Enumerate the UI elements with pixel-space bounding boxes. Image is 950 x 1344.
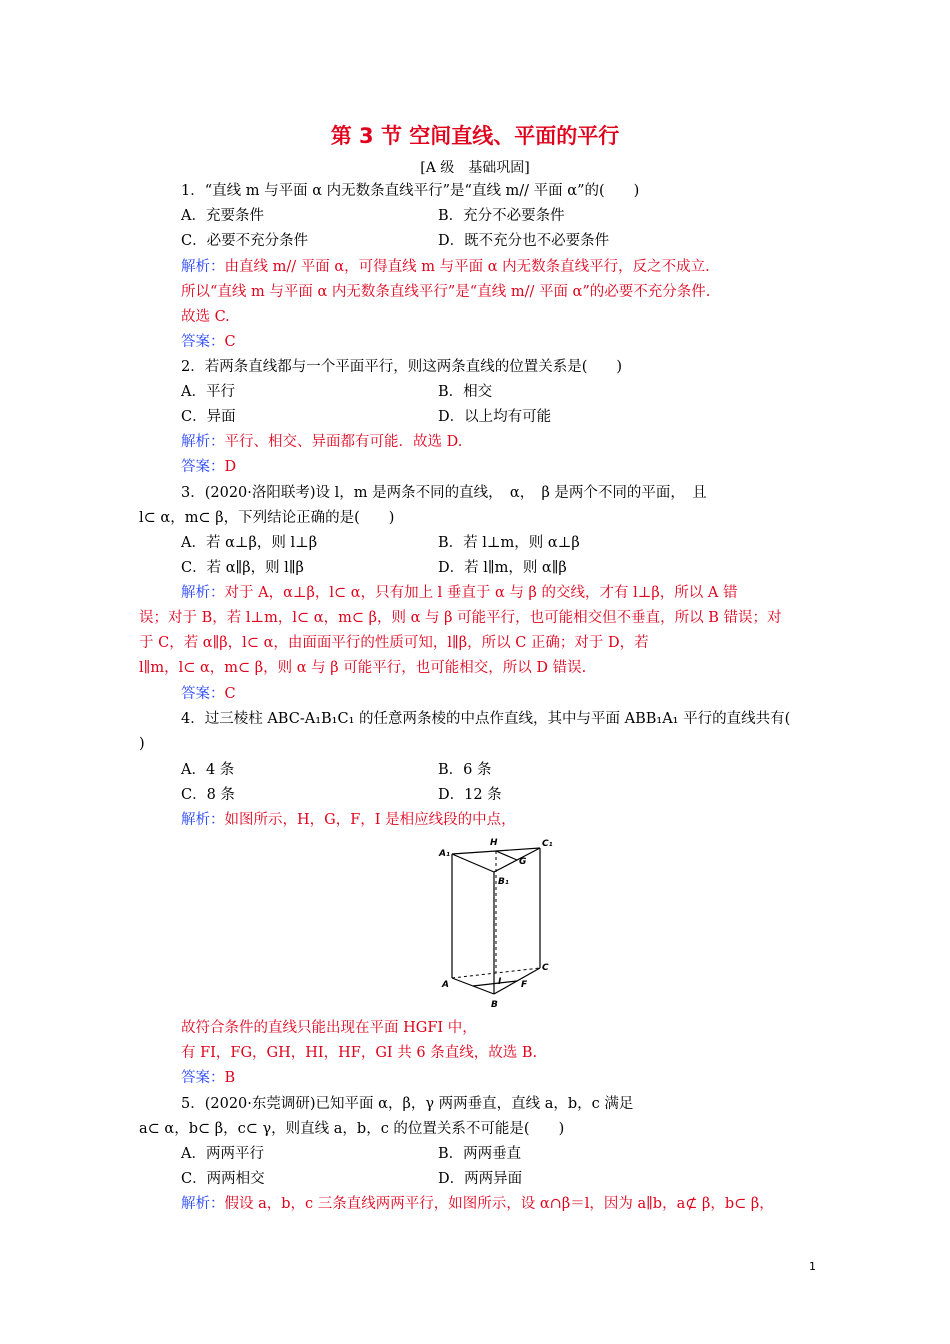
q3-option-d: D．若 l∥m，则 α∥β xyxy=(438,560,567,576)
q2-option-d: D．以上均有可能 xyxy=(438,409,552,425)
q1-analysis-line-1 xyxy=(181,257,710,277)
answer-label: 答案： xyxy=(181,459,225,475)
q4-answer xyxy=(181,1068,235,1088)
label-b: B xyxy=(491,1000,498,1010)
q3-answer xyxy=(181,684,236,704)
q3-analysis-line-3: 于 C，若 α∥β，l⊂ α，由面面平行的性质可知，l∥β，所以 C 正确；对于 D，若 xyxy=(139,635,649,651)
q5-stem-line-1: 5．(2020·东莞调研)已知平面 α，β，γ 两两垂直，直线 a，b，c 满足 xyxy=(181,1096,634,1112)
analysis-text: 由直线 m// 平面 α，可得直线 m 与平面 α 内无数条直线平行，反之不成立. xyxy=(224,259,710,275)
answer-label: 答案： xyxy=(181,686,225,702)
q5-stem-line-2: a⊂ α，b⊂ β，c⊂ γ，则直线 a，b，c 的位置关系不可能是( ) xyxy=(139,1121,565,1137)
q1-option-b: B．充分不必要条件 xyxy=(438,208,565,224)
q5-analysis-line-1 xyxy=(181,1194,774,1214)
answer-value: C xyxy=(224,686,236,702)
q2-answer xyxy=(181,457,236,477)
q1-option-d: D．既不充分也不必要条件 xyxy=(438,233,610,249)
q5-option-d: D．两两异面 xyxy=(438,1171,523,1187)
label-a1: A₁ xyxy=(439,849,450,859)
label-h: H xyxy=(490,838,498,848)
page-number: 1 xyxy=(809,1260,816,1273)
q3-option-c: C．若 α∥β，则 l∥β xyxy=(181,560,304,576)
q3-stem-line-2: l⊂ α，m⊂ β，下列结论正确的是( ) xyxy=(139,510,395,526)
analysis-text: 平行、相交、异面都有可能．故选 D. xyxy=(224,434,463,450)
answer-label: 答案： xyxy=(181,334,225,350)
label-f: F xyxy=(521,980,528,990)
q3-stem-line-1: 3．(2020·洛阳联考)设 l，m 是两条不同的直线， α， β 是两个不同的平面， 且 xyxy=(181,485,707,501)
q3-analysis-line-2: 误；对于 B，若 l⊥m，l⊂ α，m⊂ β，则 α 与 β 可能平行，也可能相交但不垂直，所以 B 错误；对 xyxy=(139,610,782,626)
label-c1: C₁ xyxy=(542,839,553,849)
analysis-label: 解析： xyxy=(181,812,225,828)
q2-option-a: A．平行 xyxy=(181,384,235,400)
q4-option-c: C．8 条 xyxy=(181,787,235,803)
answer-value: B xyxy=(224,1070,236,1086)
answer-value: D xyxy=(224,459,237,475)
q5-option-b: B．两两垂直 xyxy=(438,1146,522,1162)
edge-a1-b1 xyxy=(452,854,494,872)
answer-value: C xyxy=(224,334,236,350)
analysis-label: 解析： xyxy=(181,1196,225,1212)
q5-option-c: C．两两相交 xyxy=(181,1171,265,1187)
q1-analysis-line-3: 故选 C. xyxy=(181,309,230,325)
prism-figure xyxy=(436,832,556,1012)
analysis-label: 解析： xyxy=(181,434,225,450)
q3-analysis-line-1 xyxy=(181,583,738,603)
q3-option-a: A．若 α⊥β，则 l⊥β xyxy=(181,535,318,551)
q2-option-b: B．相交 xyxy=(438,384,493,400)
label-a: A xyxy=(442,980,449,990)
q2-option-c: C．异面 xyxy=(181,409,236,425)
q2-stem: 2．若两条直线都与一个平面平行，则这两条直线的位置关系是( ) xyxy=(181,359,623,375)
q3-analysis-line-4: l∥m，l⊂ α，m⊂ β，则 α 与 β 可能平行，也可能相交，所以 D 错误. xyxy=(139,660,587,676)
q4-analysis-line-2: 故符合条件的直线只能出现在平面 HGFI 中， xyxy=(181,1020,477,1036)
q5-option-a: A．两两平行 xyxy=(181,1146,264,1162)
analysis-label: 解析： xyxy=(181,585,225,601)
q1-option-a: A．充要条件 xyxy=(181,208,264,224)
answer-label: 答案： xyxy=(181,1070,225,1086)
q1-answer xyxy=(181,332,236,352)
analysis-label: 解析： xyxy=(181,259,225,275)
level-heading: [A 级 基础巩固] xyxy=(420,160,530,176)
q4-stem-line-2: ) xyxy=(139,736,145,752)
segment-h-g xyxy=(496,851,517,860)
q2-analysis xyxy=(181,432,462,452)
analysis-text: 假设 a，b，c 三条直线两两平行，如图所示，设 α∩β＝l，因为 a∥b，a⊄ β，b⊂ β， xyxy=(224,1196,774,1212)
q1-option-c: C．必要不充分条件 xyxy=(181,233,309,249)
q1-analysis-line-2: 所以“直线 m 与平面 α 内无数条直线平行”是“直线 m// 平面 α”的必要不充分条件. xyxy=(181,284,711,300)
q4-analysis-line-3: 有 FI，FG，GH，HI，HF，GI 共 6 条直线，故选 B. xyxy=(181,1045,538,1061)
q4-option-a: A．4 条 xyxy=(181,762,235,778)
q3-option-b: B．若 l⊥m，则 α⊥β xyxy=(438,535,580,551)
analysis-text: 如图所示，H，G，F，I 是相应线段的中点， xyxy=(224,812,516,828)
label-g: G xyxy=(519,857,527,867)
q4-option-d: D．12 条 xyxy=(438,787,502,803)
analysis-text: 对于 A，α⊥β，l⊂ α，只有加上 l 垂直于 α 与 β 的交线，才有 l⊥β，所以 A 错 xyxy=(224,585,738,601)
label-c: C xyxy=(542,963,549,973)
q4-option-b: B．6 条 xyxy=(438,762,492,778)
page-title: 第 3 节 空间直线、平面的平行 xyxy=(330,124,620,148)
label-i: I xyxy=(498,977,502,987)
q1-stem: 1．“直线 m 与平面 α 内无数条直线平行”是“直线 m// 平面 α”的( ) xyxy=(181,183,640,199)
label-b1: B₁ xyxy=(498,877,509,887)
q4-analysis-line-1 xyxy=(181,810,516,830)
q4-stem-line-1: 4．过三棱柱 ABC-A₁B₁C₁ 的任意两条棱的中点作直线，其中与平面 ABB₁A₁ 平行的直线共有( xyxy=(181,711,791,727)
